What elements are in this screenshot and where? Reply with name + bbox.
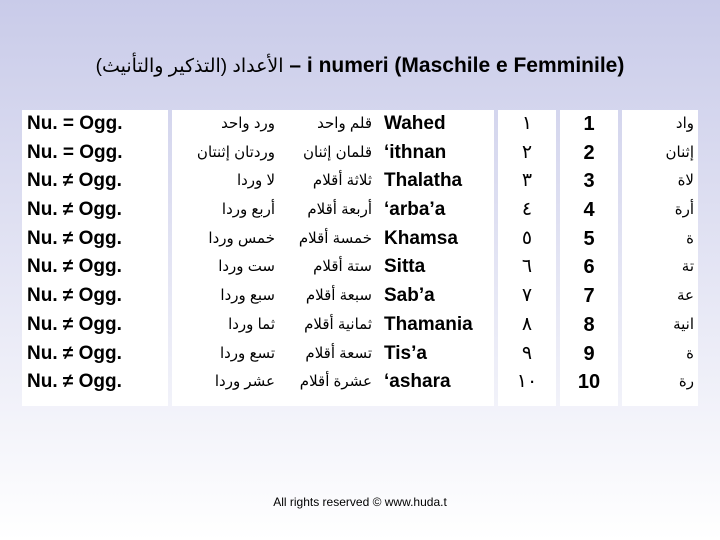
transliteration-row: Khamsa [384, 227, 458, 249]
digit: 1 [583, 113, 595, 135]
rule-row: Nu. ≠ Ogg. [27, 285, 122, 307]
slide-title [0, 54, 720, 78]
masculine-row: أربعة أقلام [307, 201, 372, 219]
arabic-digits-column [498, 110, 556, 397]
rule-row: Nu. ≠ Ogg. [27, 256, 122, 278]
arabic-words-column [622, 110, 694, 397]
feminine-row: سبع وردا [220, 287, 275, 305]
rule-column [27, 110, 123, 397]
masculine-row: خمسة أقلام [298, 229, 372, 247]
masculine-row: ستة أقلام [313, 258, 372, 276]
digit: 10 [577, 371, 601, 394]
arabic-word: انية [673, 315, 694, 333]
feminine-row: ست وردا [218, 258, 275, 276]
digit: 9 [583, 342, 595, 365]
feminine-row: ورد واحد [221, 115, 275, 132]
digit: 2 [583, 141, 595, 164]
transliteration-row: Wahed [384, 113, 446, 134]
rule-row: Nu. ≠ Ogg. [27, 313, 122, 335]
transliteration-row: ‘ithnan [384, 141, 447, 163]
feminine-row: أربع وردا [221, 201, 275, 219]
arabic-word: تة [681, 258, 694, 276]
transliteration-row: Sab’a [384, 285, 435, 307]
arabic-word: عة [677, 287, 694, 305]
digit: 3 [583, 170, 595, 193]
arabic-digit: ٣ [521, 170, 533, 192]
digits-column [560, 110, 618, 397]
feminine-row: ثما وردا [228, 315, 275, 333]
digit: 7 [583, 285, 595, 308]
rule-row: Nu. ≠ Ogg. [27, 199, 122, 221]
rule-row: Nu. = Ogg. [27, 113, 123, 134]
feminine-row: خمس وردا [208, 229, 275, 247]
feminine-row: وردتان إثنتان [196, 143, 275, 161]
arabic-digit: ٥ [521, 227, 533, 249]
rule-row: Nu. ≠ Ogg. [27, 342, 122, 364]
masculine-row: ثلاثة أقلام [312, 172, 372, 190]
arabic-digit: ٨ [521, 313, 533, 335]
masculine-row: قلم واحد [317, 115, 372, 132]
arabic-digit: ٧ [521, 285, 533, 307]
arabic-digit: ٦ [521, 256, 533, 278]
transliteration-row: ‘arba’a [384, 199, 446, 221]
title-dash: – [289, 54, 302, 77]
transliteration-row: Thalatha [384, 170, 463, 192]
digit: 8 [583, 313, 595, 336]
title-arabic: الأعداد (التذكير والتأنيث) [95, 56, 284, 77]
arabic-word: إثنان [665, 143, 694, 161]
transliteration-row: Thamania [384, 313, 473, 335]
title-italian: i numeri (Maschile e Femminile) [306, 54, 625, 77]
arabic-masculine-column [282, 110, 372, 397]
digit: 4 [583, 199, 595, 222]
rule-row: Nu. ≠ Ogg. [27, 170, 122, 192]
digit: 5 [583, 227, 595, 250]
rule-row: Nu. ≠ Ogg. [27, 227, 122, 249]
feminine-row: لا وردا [236, 172, 275, 190]
arabic-word: رة [678, 373, 694, 391]
copyright-footer: All rights reserved © www.huda.t [273, 495, 447, 509]
arabic-digit: ١ [521, 113, 533, 134]
rule-row: Nu. ≠ Ogg. [27, 371, 122, 393]
masculine-row: تسعة أقلام [305, 344, 372, 362]
transliteration-row: Tis’a [384, 342, 427, 364]
arabic-digit: ٢ [521, 141, 533, 163]
arabic-digit: ١٠ [516, 371, 538, 393]
arabic-word: واد [675, 115, 694, 132]
arabic-digit: ٩ [521, 342, 533, 364]
arabic-word: ة [686, 229, 694, 247]
arabic-digit: ٤ [521, 199, 533, 221]
feminine-row: عشر وردا [214, 373, 275, 391]
digit: 6 [583, 256, 595, 279]
rule-row: Nu. = Ogg. [27, 141, 123, 163]
transliteration-row: ‘ashara [384, 371, 451, 393]
masculine-row: قلمان إثنان [302, 143, 372, 161]
masculine-row: سبعة أقلام [305, 287, 372, 305]
arabic-feminine-column [170, 110, 275, 397]
masculine-row: عشرة أقلام [299, 373, 372, 391]
transliteration-column [384, 110, 473, 397]
arabic-word: أرة [674, 201, 694, 219]
arabic-word: لاة [677, 172, 694, 190]
masculine-row: ثمانية أقلام [304, 315, 372, 333]
transliteration-row: Sitta [384, 256, 426, 278]
feminine-row: تسع وردا [219, 344, 275, 362]
arabic-word: ة [686, 344, 694, 362]
